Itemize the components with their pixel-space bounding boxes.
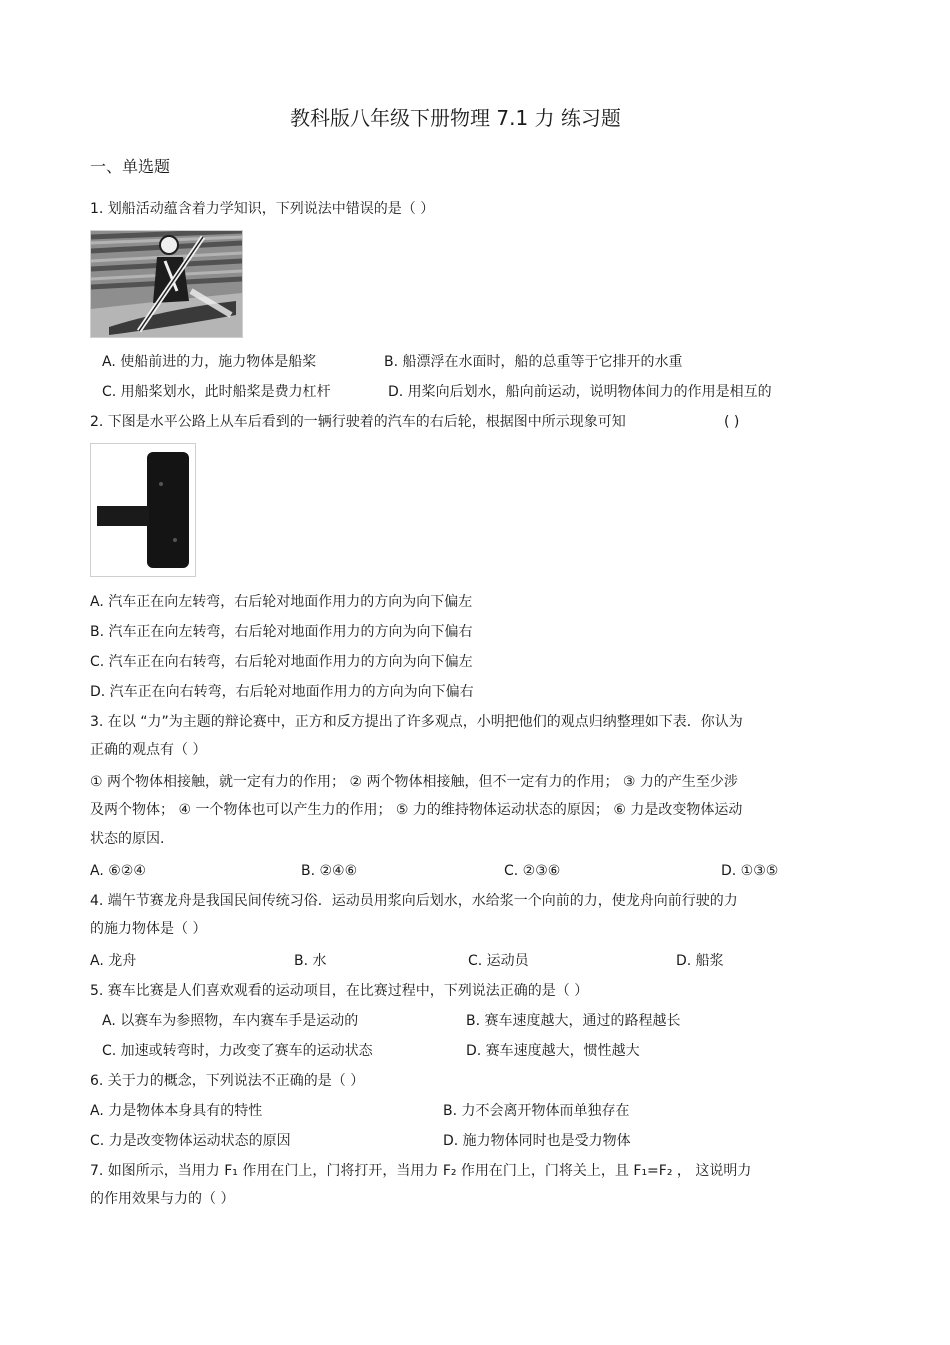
car-wheel-image: [91, 444, 195, 576]
question-7-stem-line-1: 7. 如图所示，当用力 F₁ 作用在门上，门将打开，当用力 F₂ 作用在门上，门将关上，且 F₁=F₂ ， 这说明力: [90, 1163, 752, 1179]
question-4-option-c: C. 运动员: [468, 953, 529, 969]
question-3-body-line-2: 及两个物体； ④ 一个物体也可以产生力的作用； ⑤ 力的维持物体运动状态的原因； ⑥ 力是改变物体运动: [90, 802, 743, 818]
question-4-option-b: B. 水: [294, 953, 327, 969]
question-5-option-c: C. 加速或转弯时，力改变了赛车的运动状态: [102, 1043, 373, 1059]
question-4-option-a: A. 龙舟: [90, 953, 137, 969]
question-2-stem: 2. 下图是水平公路上从车后看到的一辆行驶着的汽车的右后轮，根据图中所示现象可知: [90, 414, 626, 430]
question-3-option-a: A. ⑥②④: [90, 863, 146, 879]
question-1-option-d: D. 用桨向后划水，船向前运动，说明物体间力的作用是相互的: [388, 384, 772, 400]
question-6-option-b: B. 力不会离开物体而单独存在: [443, 1103, 630, 1119]
question-6-option-a: A. 力是物体本身具有的特性: [90, 1103, 263, 1119]
question-3-option-c: C. ②③⑥: [504, 863, 561, 879]
question-4-stem-line-1: 4. 端午节赛龙舟是我国民间传统习俗．运动员用浆向后划水，水给浆一个向前的力，使龙舟向前行驶的力: [90, 893, 738, 909]
question-3-option-d: D. ①③⑤: [721, 863, 779, 879]
question-3-option-b: B. ②④⑥: [301, 863, 358, 879]
section-title: 一、单选题: [90, 157, 171, 176]
question-4-option-d: D. 船浆: [676, 953, 724, 969]
question-1-option-c: C. 用船桨划水，此时船桨是费力杠杆: [102, 384, 331, 400]
question-3-stem-line-2: 正确的观点有（ ）: [90, 742, 207, 758]
question-6-option-c: C. 力是改变物体运动状态的原因: [90, 1133, 291, 1149]
question-3-body-line-3: 状态的原因.: [90, 831, 165, 847]
question-2-option-c: C. 汽车正在向右转弯，右后轮对地面作用力的方向为向下偏左: [90, 654, 473, 670]
question-3-body-line-1: ① 两个物体相接触，就一定有力的作用； ② 两个物体相接触，但不一定有力的作用； ③ 力的产生至少涉: [90, 774, 738, 790]
question-5-option-d: D. 赛车速度越大，惯性越大: [466, 1043, 640, 1059]
car-wheel-figure: [90, 443, 196, 577]
question-2-answer-bracket: ( ): [724, 414, 740, 430]
page-title: 教科版八年级下册物理 7.1 力 练习题: [290, 106, 621, 130]
question-5-stem: 5. 赛车比赛是人们喜欢观看的运动项目，在比赛过程中，下列说法正确的是（ ）: [90, 983, 589, 999]
rowing-boat-image: [91, 231, 242, 337]
question-2-option-a: A. 汽车正在向左转弯，右后轮对地面作用力的方向为向下偏左: [90, 594, 473, 610]
rowing-boat-figure: [90, 230, 243, 338]
question-6-stem: 6. 关于力的概念，下列说法不正确的是（ ）: [90, 1073, 365, 1089]
question-7-stem-line-2: 的作用效果与力的（ ）: [90, 1191, 235, 1207]
question-6-option-d: D. 施力物体同时也是受力物体: [443, 1133, 631, 1149]
question-5-option-b: B. 赛车速度越大，通过的路程越长: [466, 1013, 681, 1029]
question-5-option-a: A. 以赛车为参照物，车内赛车手是运动的: [102, 1013, 359, 1029]
question-2-option-d: D. 汽车正在向右转弯，右后轮对地面作用力的方向为向下偏右: [90, 684, 474, 700]
question-1-option-a: A. 使船前进的力，施力物体是船桨: [102, 354, 317, 370]
question-2-option-b: B. 汽车正在向左转弯，右后轮对地面作用力的方向为向下偏右: [90, 624, 473, 640]
question-1-option-b: B. 船漂浮在水面时，船的总重等于它排开的水重: [384, 354, 683, 370]
question-1-stem: 1. 划船活动蕴含着力学知识，下列说法中错误的是（ ）: [90, 201, 435, 217]
question-3-stem-line-1: 3. 在以 “力”为主题的辩论赛中，正方和反方提出了许多观点，小明把他们的观点归纳整理如下表．你认为: [90, 714, 743, 730]
question-4-stem-line-2: 的施力物体是（ ）: [90, 921, 207, 937]
